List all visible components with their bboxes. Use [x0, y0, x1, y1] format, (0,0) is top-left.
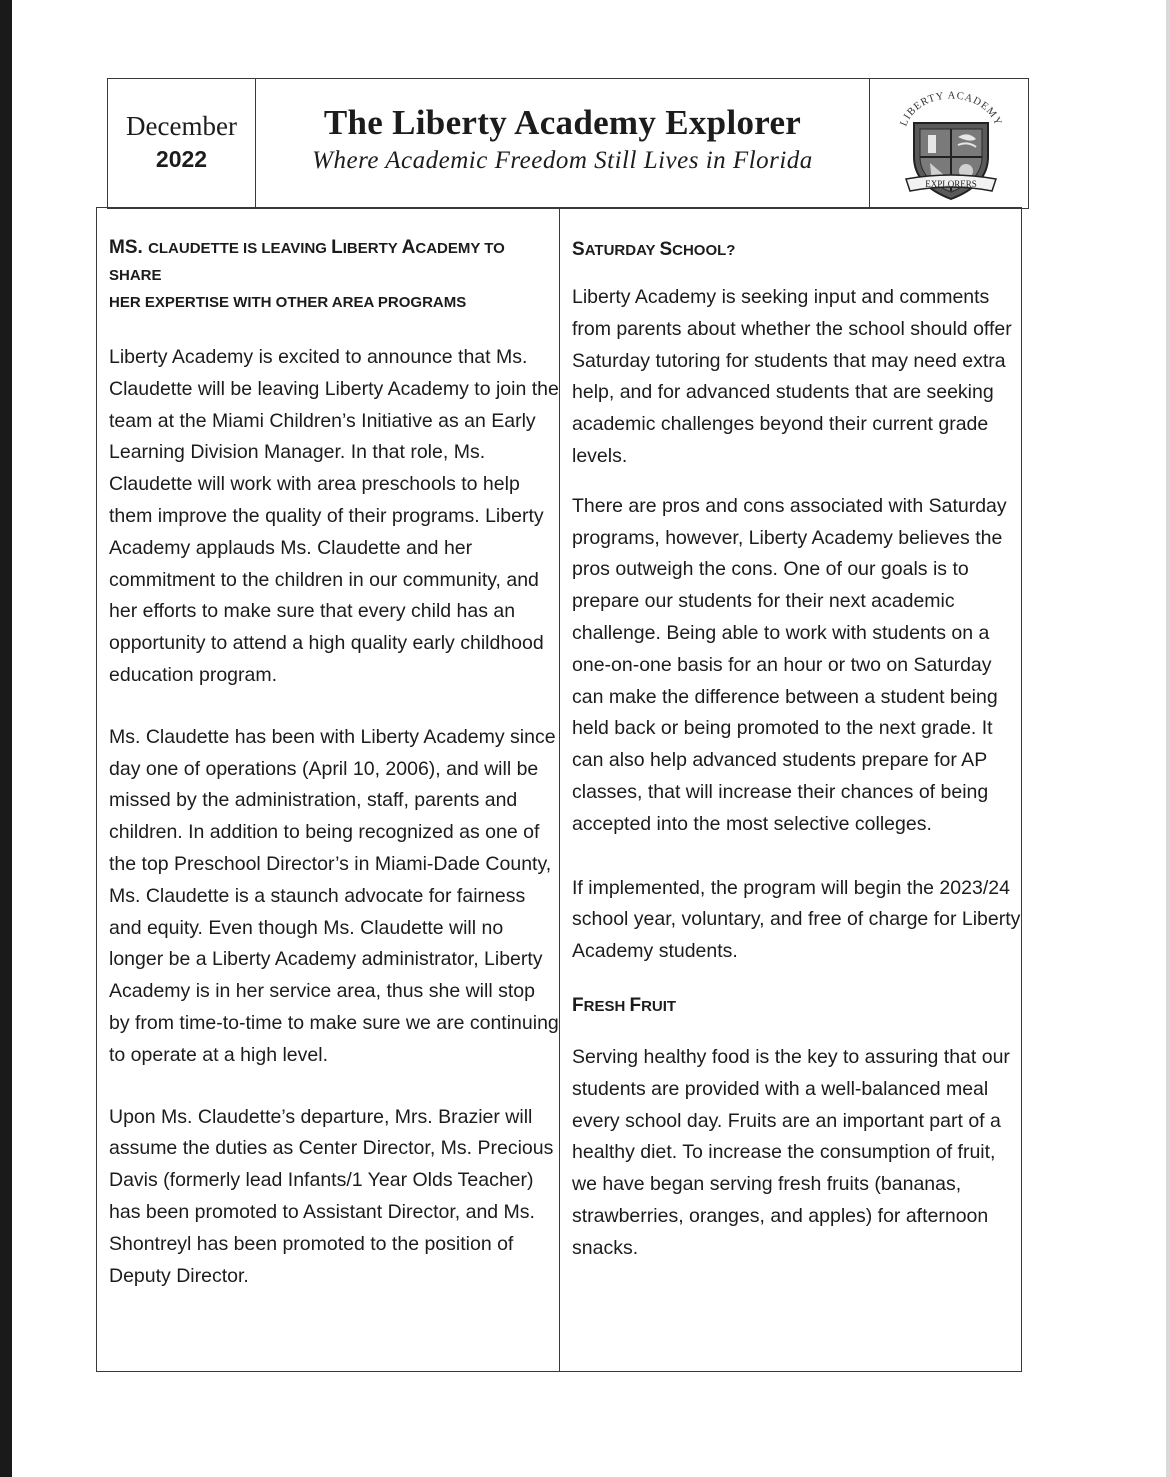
newsletter-subtitle: Where Academic Freedom Still Lives in Florida — [312, 147, 813, 174]
left-column — [109, 208, 559, 1292]
heading-fragment: CLAUDETTE IS LEAVING — [148, 240, 332, 257]
heading-fragment: CHOOL? — [672, 242, 736, 259]
scan-edge-left — [0, 0, 12, 1477]
heading-fragment: L — [331, 237, 343, 258]
fresh-fruit-heading — [572, 992, 1022, 1020]
heading-fragment: HER EXPERTISE WITH OTHER AREA PROGRAMS — [109, 294, 467, 311]
masthead — [107, 78, 1029, 209]
heading-fragment: A — [401, 237, 416, 258]
claudette-paragraph-1: Liberty Academy is excited to announce that Ms. Claudette will be leaving Liberty Academy to join the team at the Miami Children’s Initiative as an Early Learning Division Manager. In that role, Ms. Claudette will work with area preschools to help them improve the quality of their programs. Liberty Academy applauds Ms. Claudette and her commitment to the children in our community, and her efforts to make sure that every child has an opportunity to attend a high quality early childhood education program. — [109, 346, 559, 686]
scan-edge-right — [1166, 0, 1170, 1477]
crest-arc-text: LIBERTY ACADEMY — [898, 90, 1004, 128]
heading-fragment: S — [572, 239, 585, 260]
newsletter-body — [96, 207, 1022, 1372]
heading-fragment: MS. — [109, 237, 149, 258]
issue-month: December — [126, 111, 237, 141]
saturday-paragraph-1: Liberty Academy is seeking input and comments from parents about whether the school should offer Saturday tutoring for students that may need extra help, and for advanced students that are seeking academic challenges beyond their current grade levels. — [572, 286, 1012, 467]
fruit-paragraph-1: Serving healthy food is the key to assuring that our students are provided with a well-balanced meal every school day. Fruits are an important part of a healthy diet. To increase the consumption of fruit, we have began serving fresh fruits (bananas, strawberries, oranges, and apples) for afternoon snacks. — [572, 1045, 1010, 1259]
logo-cell — [870, 79, 1028, 208]
school-crest-icon — [892, 87, 1010, 205]
saturday-school-heading — [572, 236, 1022, 264]
newsletter-title: The Liberty Academy Explorer — [323, 103, 802, 142]
column-divider — [559, 208, 560, 1371]
heading-fragment: RESH — [583, 997, 630, 1015]
crest-banner-text: EXPLORERS — [925, 179, 977, 189]
issue-date — [108, 79, 256, 208]
claudette-paragraph-2: Ms. Claudette has been with Liberty Academy since day one of operations (April 10, 2006), and will be missed by the administration, staff, parents and children. In addition to being recognized as one of the top Preschool Director’s in Miami-Dade County, Ms. Claudette is a staunch advocate for fairness and equity. Even though Ms. Claudette will no longer be a Liberty Academy administrator, Liberty Academy is in her service area, thus she will stop by from time-to-time to make sure we are continuing to operate at a high level. — [109, 725, 559, 1066]
heading-fragment: F — [572, 994, 584, 1016]
heading-fragment: ATURDAY — [584, 242, 660, 259]
heading-fragment: F — [629, 994, 642, 1016]
issue-year: 2022 — [155, 146, 208, 172]
heading-fragment: RUIT — [641, 997, 677, 1015]
saturday-paragraph-2: There are pros and cons associated with Saturday programs, however, Liberty Academy believes the pros outweigh the cons. One of our goals is to prepare our students for their next academic challenge. Being able to work with students on a one-on-one basis for an hour or two on Saturday can make the difference between a student being held back or being promoted to the next grade. It can also help advanced students prepare for AP classes, that will increase their chances of being accepted into the most selective colleges. — [572, 494, 1007, 835]
right-column — [572, 208, 1022, 1265]
claudette-paragraph-3: Upon Ms. Claudette’s departure, Mrs. Brazier will assume the duties as Center Director, Ms. Precious Davis (formerly lead Infants/1 Year Olds Teacher) has been promoted to Assistant Director, and Ms. Shontreyl has been promoted to the position of Deputy Director. — [109, 1105, 554, 1287]
claudette-article-heading — [109, 234, 559, 316]
heading-fragment: S — [659, 239, 673, 260]
saturday-paragraph-3: If implemented, the program will begin the 2023/24 school year, voluntary, and free of charge for Liberty Academy students. — [572, 876, 1021, 963]
heading-fragment: CADEMY TO SHARE — [109, 240, 505, 284]
heading-fragment: IBERTY — [342, 240, 402, 257]
masthead-title-block — [256, 79, 870, 208]
